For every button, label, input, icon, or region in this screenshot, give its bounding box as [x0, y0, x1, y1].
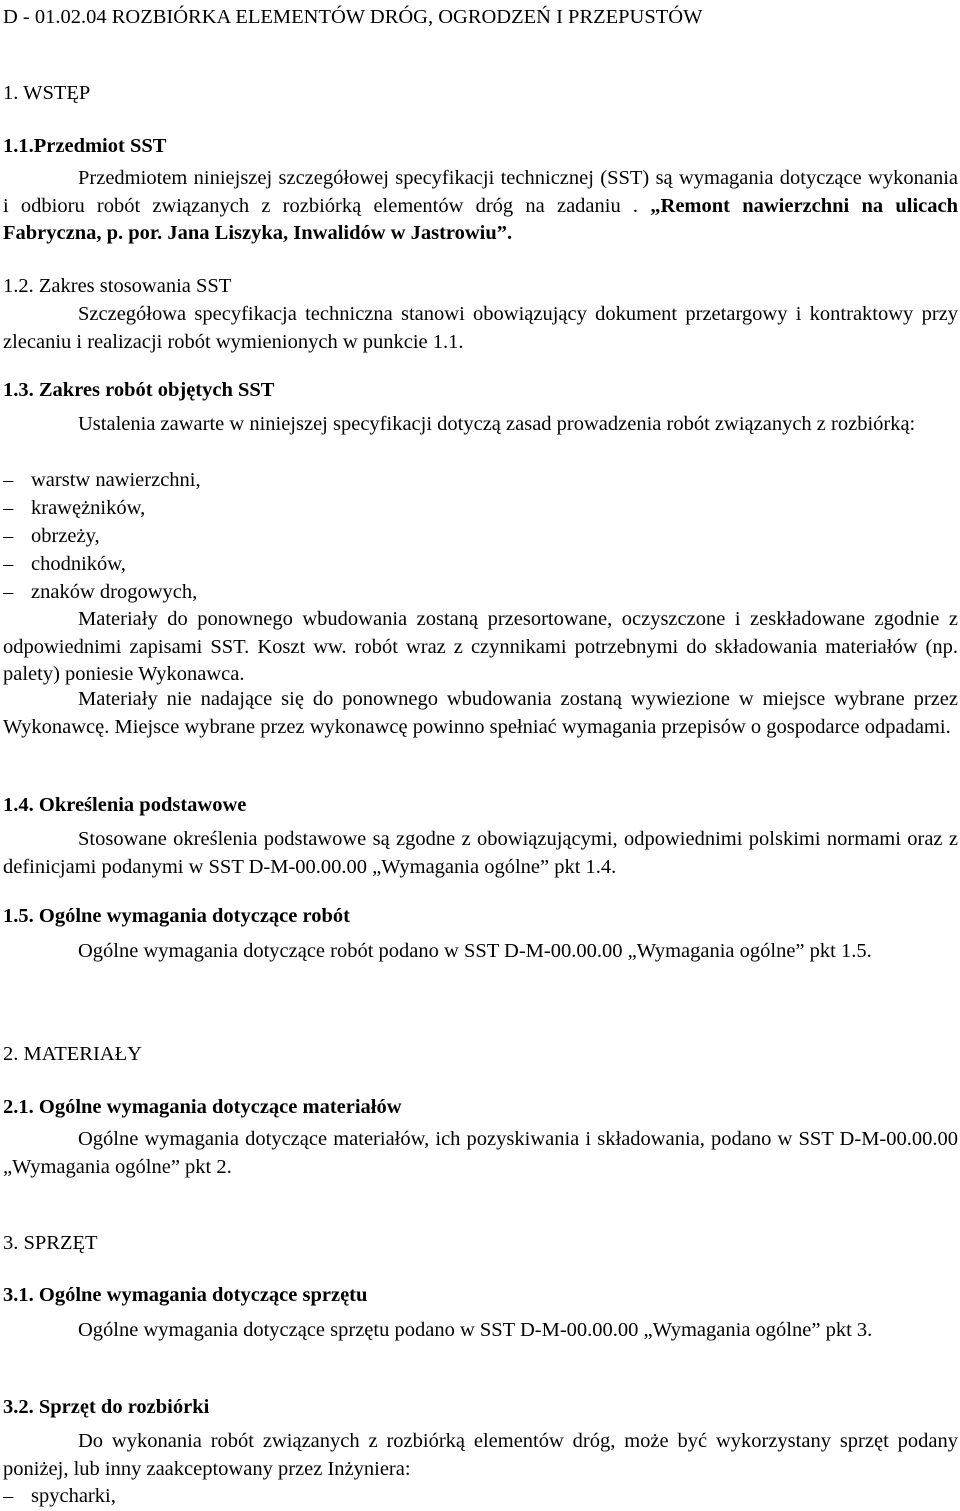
subsection-heading-1-4: 1.4. Określenia podstawowe [3, 794, 247, 816]
list-item-text: warstw nawierzchni, [31, 469, 201, 491]
subsection-heading-3-1: 3.1. Ogólne wymagania dotyczące sprzętu [3, 1284, 368, 1306]
list-item-text: znaków drogowych, [31, 581, 198, 603]
paragraph-1-3-materials: Materiały do ponownego wbudowania zostaną przesortowane, oczyszczone i zeskładowane zgodnie z odpowiednimi zapisami SST. Koszt ww. robót wraz z czynnikami potrzebnymi do składowania materiałów (np. palety) poniesie Wykonawca. [3, 608, 958, 685]
subsection-heading-1-1: 1.1.Przedmiot SST [3, 135, 167, 157]
section-heading-materialy: 2. MATERIAŁY [3, 1043, 142, 1065]
list-item [3, 495, 903, 523]
subsection-heading-2-1: 2.1. Ogólne wymagania dotyczące materiałów [3, 1096, 402, 1118]
paragraph-1-2: Szczegółowa specyfikacja techniczna stanowi obowiązujący dokument przetargowy i kontraktowy przy zlecaniu i realizacji robót wymienionych w punkcie 1.1. [3, 303, 958, 353]
document-title: D - 01.02.04 ROZBIÓRKA ELEMENTÓW DRÓG, OGRODZEŃ I PRZEPUSTÓW [3, 6, 703, 28]
paragraph-1-1-task-name: „Remont nawierzchni na ulicach Fabryczna, p. por. Jana Liszyka, Inwalidów w Jastrowiu”. [3, 194, 958, 244]
list-item [3, 579, 903, 607]
paragraph-1-5: Ogólne wymagania dotyczące robót podano w SST D-M-00.00.00 „Wymagania ogólne” pkt 1.5. [78, 940, 872, 962]
subsection-heading-1-2: 1.2. Zakres stosowania SST [3, 275, 232, 297]
dash-marker: – [3, 553, 14, 575]
subsection-heading-1-3: 1.3. Zakres robót objętych SST [3, 379, 275, 401]
paragraph-1-4: Stosowane określenia podstawowe są zgodne z obowiązującymi, odpowiednimi polskimi normami oraz z definicjami podanymi w SST D-M-00.00.00 „Wymagania ogólne” pkt 1.4. [3, 828, 958, 878]
paragraph-1-3-waste: Materiały nie nadające się do ponownego wbudowania zostaną wywiezione w miejsce wybrane przez Wykonawcę. Miejsce wybrane przez wykonawcę powinno spełniać wymagania przepisów o gospodarce odpadami. [3, 688, 958, 738]
dash-marker: – [3, 525, 14, 547]
list-item-text: spycharki, [31, 1485, 116, 1507]
dash-marker: – [3, 581, 14, 603]
subsection-heading-1-5: 1.5. Ogólne wymagania dotyczące robót [3, 905, 350, 927]
list-item [3, 523, 903, 551]
list-item [3, 551, 903, 579]
list-item [3, 467, 903, 495]
paragraph-3-1: Ogólne wymagania dotyczące sprzętu podano w SST D-M-00.00.00 „Wymagania ogólne” pkt 3. [78, 1319, 873, 1341]
dash-marker: – [3, 1485, 14, 1507]
list-item-text: chodników, [31, 553, 126, 575]
section-heading-wstep: 1. WSTĘP [3, 82, 91, 104]
paragraph-3-2: Do wykonania robót związanych z rozbiórką elementów dróg, może być wykorzystany sprzęt podany poniżej, lub inny zaakceptowany przez Inżyniera: [3, 1430, 958, 1480]
paragraph-1-3-intro: Ustalenia zawarte w niniejszej specyfikacji dotyczą zasad prowadzenia robót związanych z rozbiórką: [78, 413, 916, 435]
subsection-heading-3-2: 3.2. Sprzęt do rozbiórki [3, 1396, 210, 1418]
dash-marker: – [3, 469, 14, 491]
paragraph-1-1 [3, 165, 958, 248]
dash-marker: – [3, 497, 14, 519]
list-item-text: krawężników, [31, 497, 146, 519]
paragraph-2-1: Ogólne wymagania dotyczące materiałów, ich pozyskiwania i składowania, podano w SST D-M-00.00.00 „Wymagania ogólne” pkt 2. [3, 1128, 958, 1178]
paragraph-1-1-text: Przedmiotem niniejszej szczegółowej specyfikacji technicznej (SST) są wymagania dotyczące wykonania i odbioru robót związanych z rozbiórką elementów dróg na zadaniu . [3, 167, 958, 217]
list-item-text: obrzeży, [31, 525, 100, 547]
section-heading-sprzet: 3. SPRZĘT [3, 1232, 98, 1254]
